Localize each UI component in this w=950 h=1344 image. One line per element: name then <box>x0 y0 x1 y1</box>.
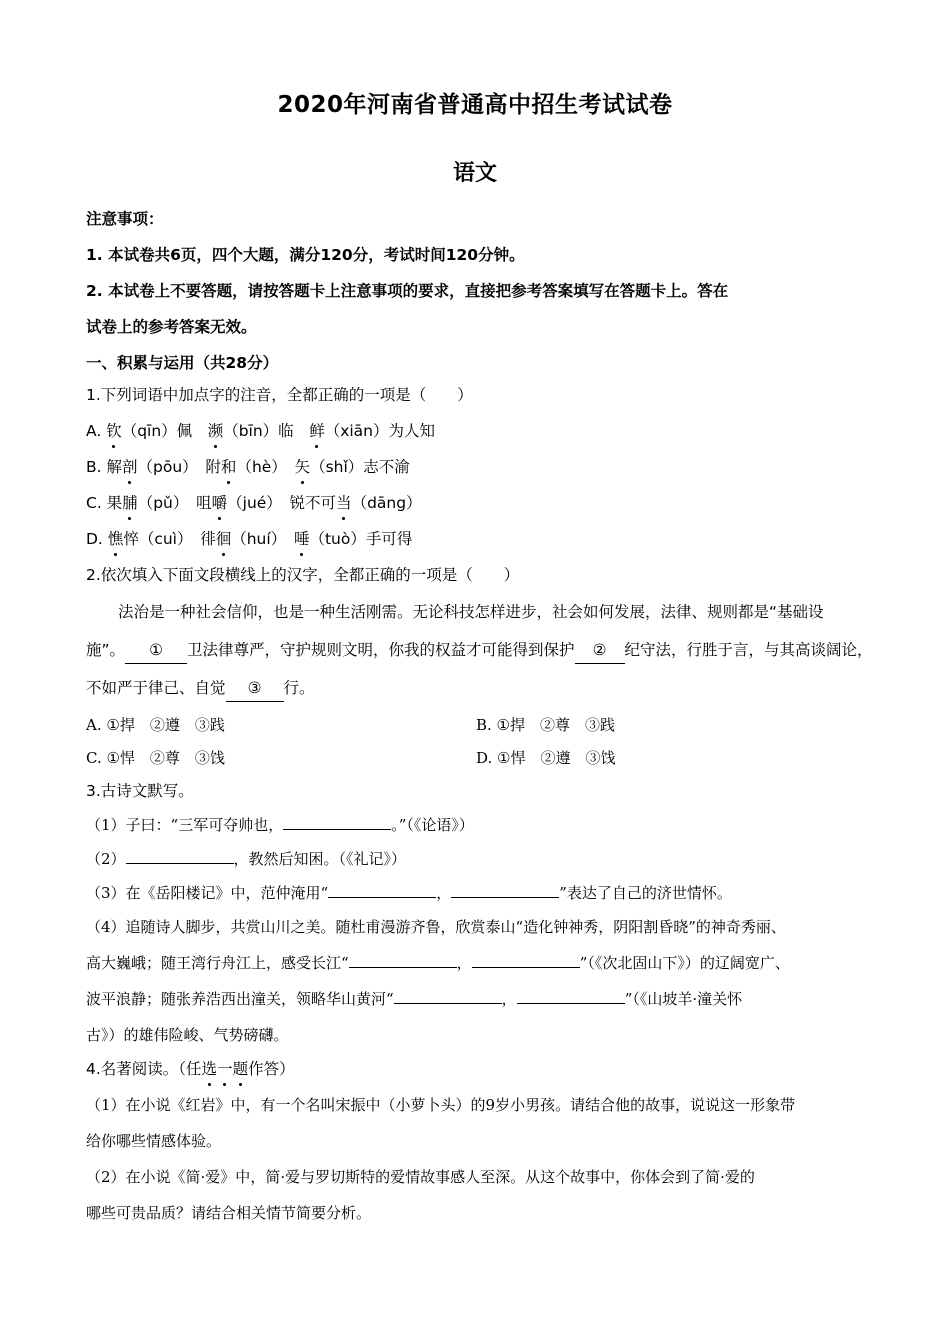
exam-content <box>86 205 876 1237</box>
q1-option-c <box>86 491 876 527</box>
option-text: （huí） <box>231 530 294 548</box>
answer-blank <box>283 813 391 830</box>
dotted-char: 当 <box>336 491 352 515</box>
passage-text: 纪守法，行胜于言，与其高谈阔论， <box>624 641 873 659</box>
q3-item-4-line-2 <box>86 951 876 987</box>
dotted-char: 嚼 <box>212 491 228 515</box>
item-text: （1）子曰：“三军可夺帅也， <box>86 816 284 834</box>
passage-text: 卫法律尊严，守护规则文明，你我的权益才可能得到保护 <box>187 641 575 659</box>
passage-text: 行。 <box>283 679 315 697</box>
q2-passage-line-2 <box>86 637 876 675</box>
answer-blank <box>349 951 457 968</box>
option-text: C. 果 <box>86 494 123 512</box>
dotted-char: 剖 <box>122 455 138 479</box>
q3-stem: 3.古诗文默写。 <box>86 782 194 800</box>
option-text: D. <box>86 530 108 548</box>
notice-item-1: 1. 本试卷共6页，四个大题，满分120分，考试时间120分钟。 <box>86 246 525 264</box>
q1-option-a <box>86 419 876 455</box>
dotted-char: 选 <box>202 1057 218 1081</box>
item-text: ”表达了自己的济世情怀。 <box>559 884 732 902</box>
dotted-char: 鲜 <box>309 419 325 443</box>
q2-passage-line-1: 法治是一种社会信仰，也是一种生活刚需。无论科技怎样进步，社会如何发展，法律、规则都是“基础设 <box>118 603 824 621</box>
q2-passage-line-3 <box>86 675 876 713</box>
q3-item-2 <box>86 847 876 881</box>
item-text: （3）在《岳阳楼记》中，范仲淹用“ <box>86 884 329 902</box>
answer-blank <box>451 881 559 898</box>
option-text: A. <box>86 422 107 440</box>
item-text: 波平浪静；随张养浩西出潼关，领略华山黄河“ <box>86 990 394 1008</box>
dotted-char: 钦 <box>106 419 122 443</box>
q1-stem: 1.下列词语中加点字的注音，全都正确的一项是（ ） <box>86 386 473 404</box>
dotted-char: 憔 <box>108 527 124 551</box>
item-text: ，教然后知困。（《礼记》） <box>233 850 407 868</box>
item-text: 高大巍峨；随王湾行舟江上，感受长江“ <box>86 954 349 972</box>
notice-item-2-line-2: 试卷上的参考答案无效。 <box>86 318 257 336</box>
q2-option-d: D. ①悍 ②遵 ③饯 <box>476 749 616 767</box>
q2-options-row-2 <box>86 746 876 779</box>
item-text: 。”（《论语》） <box>391 816 474 834</box>
option-text: （xiān）为人知 <box>324 422 436 440</box>
page-title: 2020年河南省普通高中招生考试试卷 <box>277 92 673 118</box>
q3-item-3 <box>86 881 876 915</box>
notice-item-2-line-1: 2. 本试卷上不要答题，请按答题卡上注意事项的要求，直接把参考答案填写在答题卡上。答在 <box>86 282 729 300</box>
q1-option-d <box>86 527 876 563</box>
dotted-char: 脯 <box>122 491 138 515</box>
item-text: ， <box>456 954 472 972</box>
option-text: （hè） <box>236 458 295 476</box>
option-text: （shǐ）志不渝 <box>310 458 410 476</box>
passage-text: 不如严于律己、自觉 <box>86 679 226 697</box>
option-text: （qīn）佩 <box>121 422 208 440</box>
item-text: ”（《山坡羊·潼关怀 <box>624 990 743 1008</box>
item-text: （2） <box>86 850 126 868</box>
q2-option-a: A. ①捍 ②遵 ③践 <box>86 716 225 734</box>
option-text: （dāng） <box>351 494 422 512</box>
stem-text: 4.名著阅读。（任 <box>86 1060 202 1078</box>
dotted-char: 和 <box>221 455 237 479</box>
option-text: B. 解 <box>86 458 122 476</box>
item-text: ， <box>436 884 452 902</box>
stem-text: 作答） <box>248 1060 295 1078</box>
q3-item-4-line-4: 古》）的雄伟险峻、气势磅礴。 <box>86 1026 289 1044</box>
answer-blank <box>126 847 234 864</box>
q2-options-row-1 <box>86 713 876 746</box>
q4-item-2-line-2: 哪些可贵品质？请结合相关情节简要分析。 <box>86 1204 372 1222</box>
item-text: ”（《次北固山下》）的辽阔宽广、 <box>579 954 790 972</box>
option-text: （bīn）临 <box>223 422 310 440</box>
section-1-heading: 一、积累与运用（共28分） <box>86 354 279 372</box>
q3-item-4-line-1: （4）追随诗人脚步，共赏山川之美。随杜甫漫游齐鲁，欣赏泰山“造化钟神秀，阴阳割昏晓”的神奇秀丽、 <box>86 918 786 936</box>
q4-item-1-line-2: 给你哪些情感体验。 <box>86 1132 222 1150</box>
item-text: ， <box>501 990 517 1008</box>
notice-heading: 注意事项： <box>86 210 164 228</box>
q2-option-b: B. ①捍 ②尊 ③践 <box>476 716 616 734</box>
q4-stem <box>86 1057 876 1093</box>
dotted-char: 一 <box>217 1057 233 1081</box>
answer-blank <box>517 987 625 1004</box>
q2-stem: 2.依次填入下面文段横线上的汉字，全都正确的一项是（ ） <box>86 566 520 584</box>
dotted-char: 濒 <box>208 419 224 443</box>
answer-blank <box>394 987 502 1004</box>
q1-option-b <box>86 455 876 491</box>
blank-1: ① <box>125 637 187 664</box>
passage-text: 施”。 <box>86 641 126 659</box>
blank-2: ② <box>575 637 625 664</box>
option-text: （pōu） 附 <box>137 458 221 476</box>
option-text: （tuò）手可得 <box>309 530 413 548</box>
option-text: （pǔ） 咀 <box>137 494 212 512</box>
q2-option-c: C. ①悍 ②尊 ③饯 <box>86 749 225 767</box>
q3-item-4-line-3 <box>86 987 876 1023</box>
answer-blank <box>472 951 580 968</box>
q3-item-1 <box>86 813 876 847</box>
option-text: （jué） 锐不可 <box>227 494 337 512</box>
option-text: 悴（cuì） 徘 <box>123 530 216 548</box>
dotted-char: 唾 <box>294 527 310 551</box>
subject-title: 语文 <box>452 161 497 186</box>
blank-3: ③ <box>226 675 284 702</box>
q4-item-1-line-1: （1）在小说《红岩》中，有一个名叫宋振中（小萝卜头）的9岁小男孩。请结合他的故事，说说这一形象带 <box>86 1096 796 1114</box>
dotted-char: 徊 <box>216 527 232 551</box>
answer-blank <box>328 881 436 898</box>
dotted-char: 题 <box>233 1057 249 1081</box>
q4-item-2-line-1: （2）在小说《简·爱》中，简·爱与罗切斯特的爱情故事感人至深。从这个故事中，你体会到了简·爱的 <box>86 1168 755 1186</box>
dotted-char: 矢 <box>295 455 311 479</box>
